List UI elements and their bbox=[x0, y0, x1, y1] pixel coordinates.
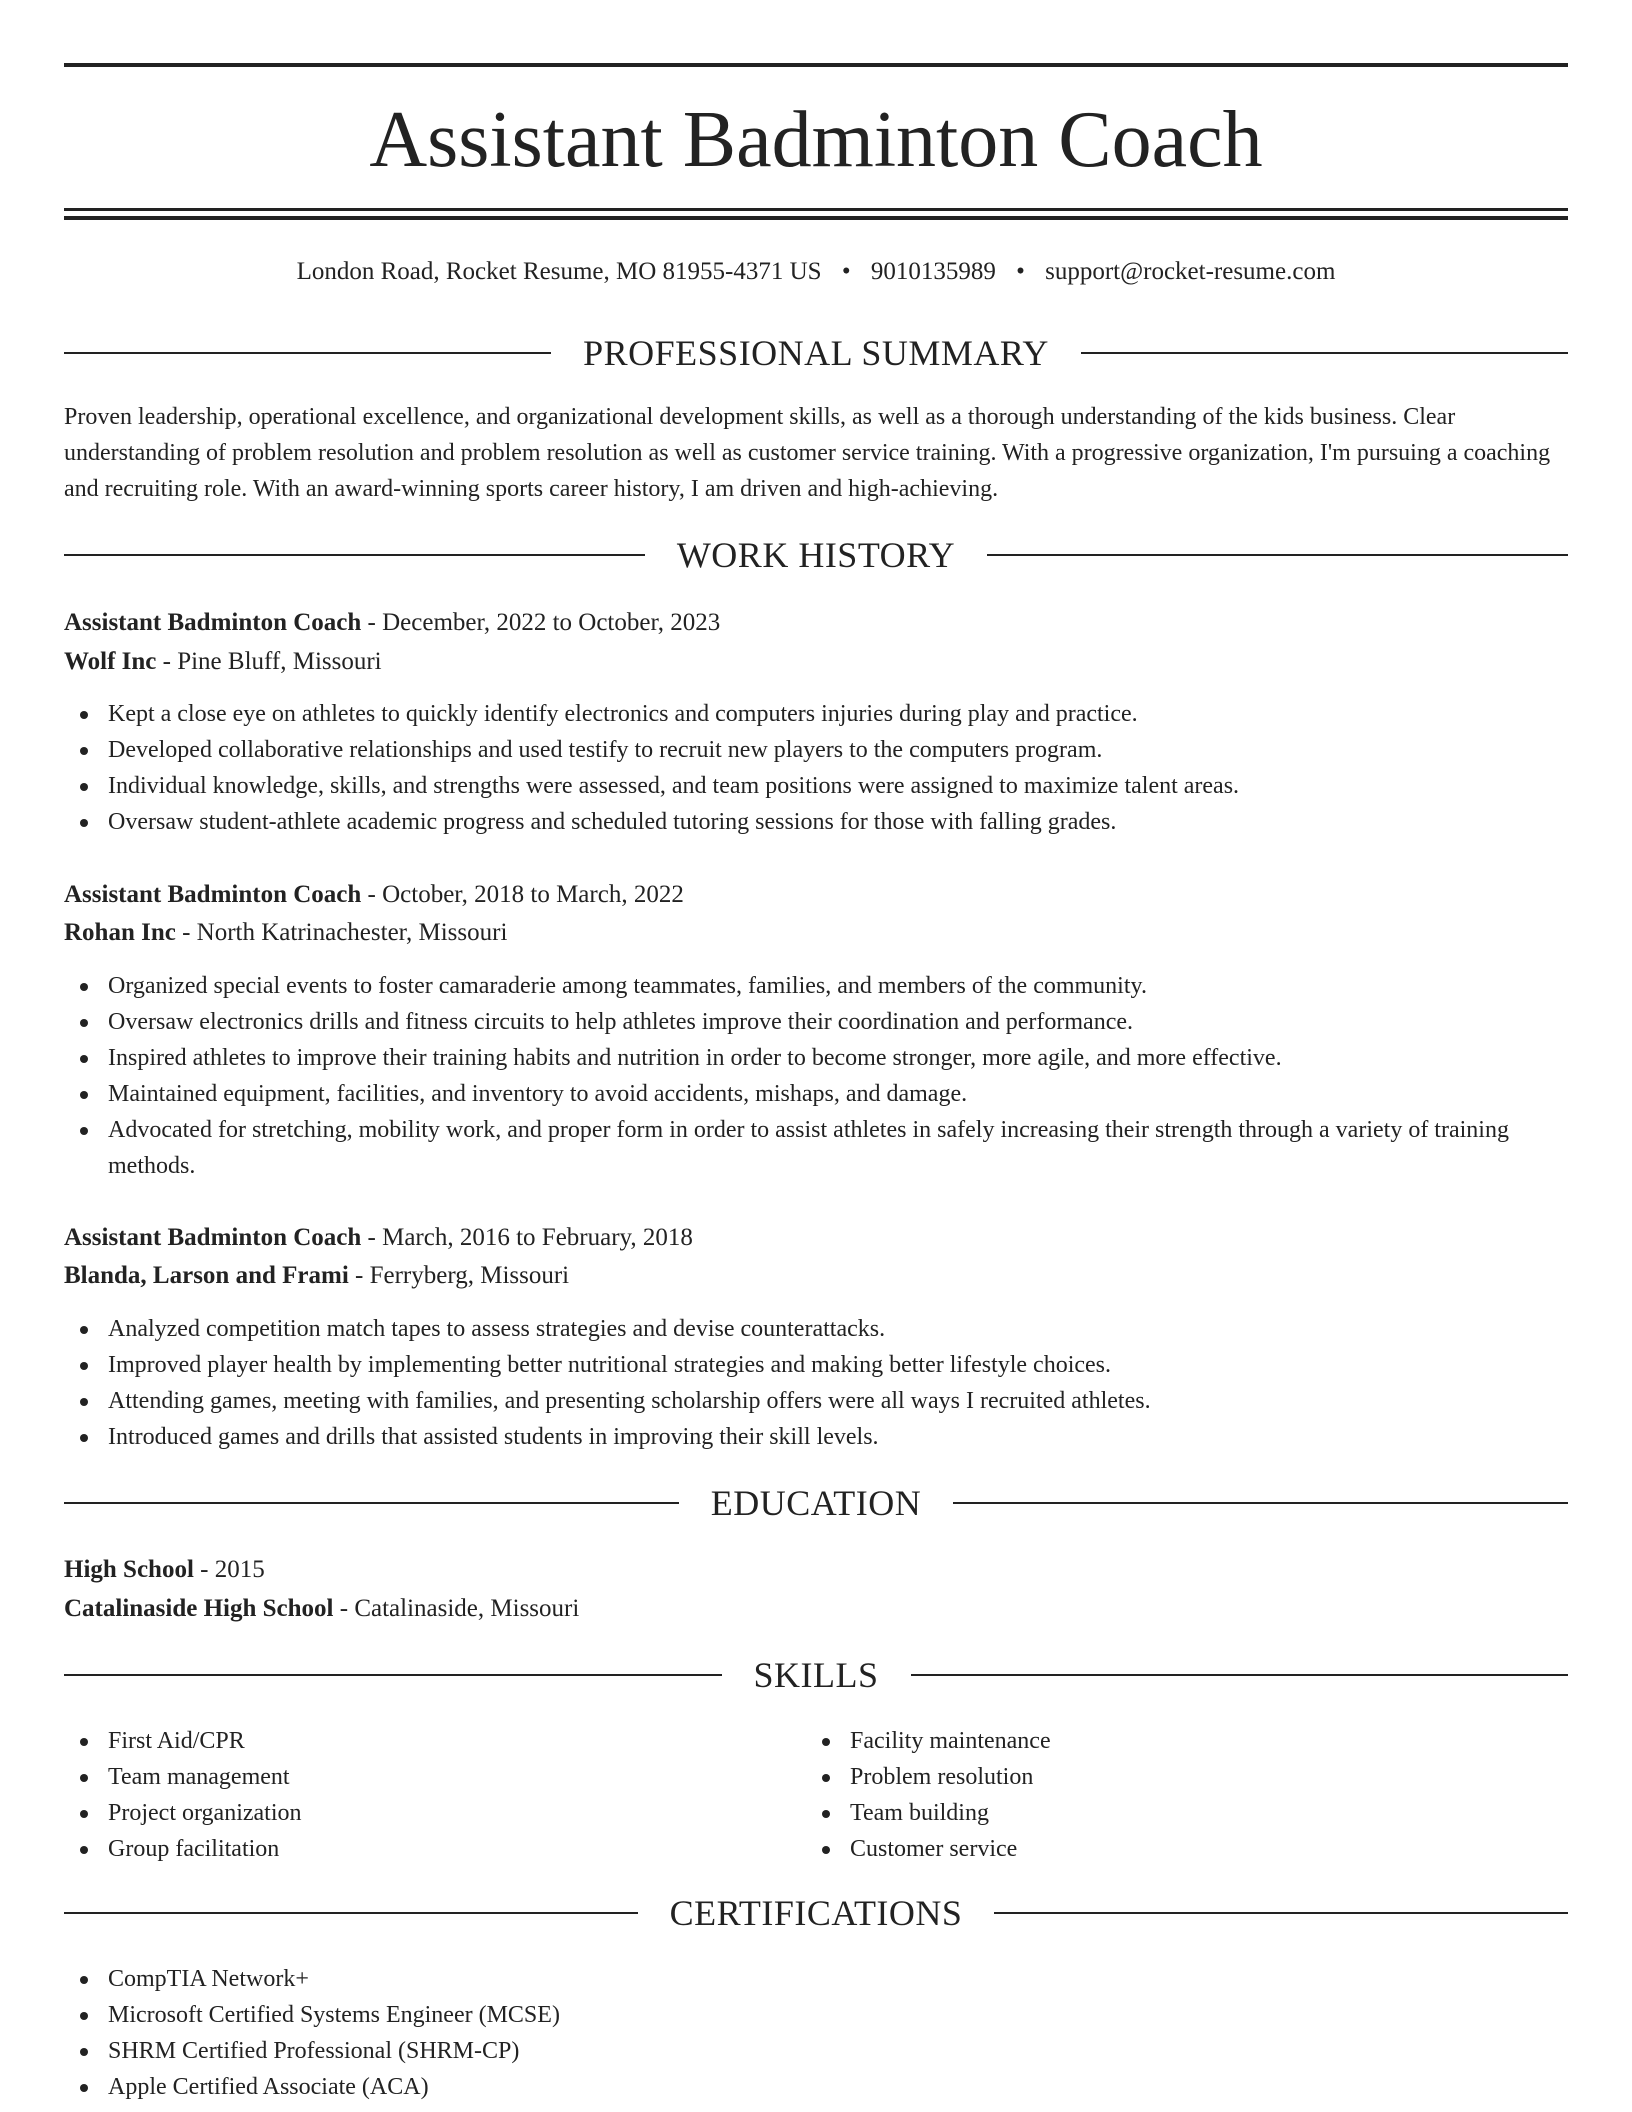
list-item: Organized special events to foster camaraderie among teammates, families, and members of the community. bbox=[64, 968, 1568, 1004]
list-item: CompTIA Network+ bbox=[64, 1961, 1568, 1997]
list-item: Introduced games and drills that assisted students in improving their skill levels. bbox=[64, 1419, 1568, 1455]
job-dates: - December, 2022 to October, 2023 bbox=[361, 609, 721, 636]
list-item: Developed collaborative relationships and used testify to recruit new players to the computers program. bbox=[64, 732, 1568, 768]
list-item: Problem resolution bbox=[806, 1759, 1632, 1795]
contact-phone: 9010135989 bbox=[870, 258, 996, 285]
heading-rule bbox=[953, 1502, 1568, 1504]
heading-rule bbox=[64, 1674, 722, 1676]
job-company-line bbox=[64, 914, 1568, 952]
list-item: Advocated for stretching, mobility work, and proper form in order to assist athletes in safely increasing their strength through a variety of training methods. bbox=[64, 1112, 1568, 1184]
title-rule-lower bbox=[64, 216, 1568, 220]
list-item: Attending games, meeting with families, and presenting scholarship offers were all ways I recruited athletes. bbox=[64, 1383, 1568, 1419]
summary-text: Proven leadership, operational excellence, and organizational development skills, as well as a thorough understanding of the kids business. Clear understanding of problem resolution and problem resolution as well as customer service training. With a progressive organization, I'm pursuing a coaching and recruiting role. With an award-winning sports career history, I am driven and high-achieving. bbox=[64, 404, 1551, 502]
job-dates: - March, 2016 to February, 2018 bbox=[361, 1224, 693, 1251]
resume-title: Assistant Badminton Coach bbox=[369, 96, 1263, 184]
job-location: - Ferryberg, Missouri bbox=[348, 1262, 570, 1289]
job-location: - North Katrinachester, Missouri bbox=[175, 919, 508, 946]
list-item: Team management bbox=[64, 1759, 1568, 1795]
list-item: Customer service bbox=[806, 1831, 1632, 1867]
section-heading-label: PROFESSIONAL SUMMARY bbox=[583, 333, 1049, 373]
list-item: Maintained equipment, facilities, and inventory to avoid accidents, mishaps, and damage. bbox=[64, 1076, 1568, 1112]
contact-address: London Road, Rocket Resume, MO 81955-4371 US bbox=[296, 258, 822, 285]
job-title-line bbox=[64, 876, 1568, 914]
heading-rule bbox=[987, 554, 1568, 556]
heading-rule bbox=[911, 1674, 1569, 1676]
list-item: Analyzed competition match tapes to assess strategies and devise counterattacks. bbox=[64, 1311, 1568, 1347]
list-item: Individual knowledge, skills, and strengths were assessed, and team positions were assigned to maximize talent areas. bbox=[64, 768, 1568, 804]
education-degree: High School bbox=[64, 1556, 194, 1583]
education-school: Catalinaside High School bbox=[64, 1595, 334, 1622]
skills-list-right bbox=[806, 1723, 1632, 1867]
list-item: First Aid/CPR bbox=[64, 1723, 1568, 1759]
job-dates: - October, 2018 to March, 2022 bbox=[361, 881, 684, 908]
section-heading-label: SKILLS bbox=[753, 1655, 879, 1695]
list-item: Facility maintenance bbox=[806, 1723, 1632, 1759]
job-bullets bbox=[64, 1311, 1568, 1455]
heading-rule bbox=[64, 1912, 638, 1914]
job-company: Blanda, Larson and Frami bbox=[64, 1262, 349, 1289]
list-item: SHRM Certified Professional (SHRM-CP) bbox=[64, 2033, 1568, 2069]
section-heading-work bbox=[64, 533, 1568, 577]
section-heading-certifications bbox=[64, 1891, 1568, 1935]
list-item: Oversaw student-athlete academic progress and scheduled tutoring sessions for those with falling grades. bbox=[64, 804, 1568, 840]
job-bullets bbox=[64, 968, 1568, 1184]
title-rule-upper bbox=[64, 208, 1568, 211]
heading-rule bbox=[64, 554, 645, 556]
list-item: Improved player health by implementing better nutritional strategies and making better lifestyle choices. bbox=[64, 1347, 1568, 1383]
education-location: - Catalinaside, Missouri bbox=[333, 1595, 580, 1622]
contact-line bbox=[64, 254, 1568, 290]
list-item: Inspired athletes to improve their training habits and nutrition in order to become stronger, more agile, and more effective. bbox=[64, 1040, 1568, 1076]
certifications-list bbox=[64, 1961, 1568, 2105]
section-heading-label: WORK HISTORY bbox=[676, 535, 956, 575]
heading-rule bbox=[64, 352, 551, 354]
contact-separator: • bbox=[1016, 258, 1025, 285]
job-title: Assistant Badminton Coach bbox=[64, 609, 362, 636]
section-heading-label: CERTIFICATIONS bbox=[669, 1893, 963, 1933]
list-item: Team building bbox=[806, 1795, 1632, 1831]
section-heading-education bbox=[64, 1481, 1568, 1525]
heading-rule bbox=[1081, 352, 1568, 354]
section-heading-label: EDUCATION bbox=[710, 1483, 922, 1523]
education-year: - 2015 bbox=[193, 1556, 265, 1583]
list-item: Group facilitation bbox=[64, 1831, 1568, 1867]
job-company: Rohan Inc bbox=[64, 919, 176, 946]
job-location: - Pine Bluff, Missouri bbox=[156, 648, 382, 675]
list-item: Kept a close eye on athletes to quickly identify electronics and computers injuries during play and practice. bbox=[64, 696, 1568, 732]
contact-email: support@rocket-resume.com bbox=[1045, 258, 1336, 285]
list-item: Microsoft Certified Systems Engineer (MCSE) bbox=[64, 1997, 1568, 2033]
job-company-line bbox=[64, 643, 1568, 681]
job-title-line bbox=[64, 1219, 1568, 1257]
job-title: Assistant Badminton Coach bbox=[64, 881, 362, 908]
job-company: Wolf Inc bbox=[64, 648, 157, 675]
section-heading-summary bbox=[64, 331, 1568, 375]
top-rule bbox=[64, 63, 1568, 67]
contact-separator: • bbox=[841, 258, 851, 285]
job-bullets bbox=[64, 696, 1568, 840]
job-title: Assistant Badminton Coach bbox=[64, 1224, 362, 1251]
heading-rule bbox=[64, 1502, 679, 1504]
education-school-line bbox=[64, 1590, 1568, 1628]
list-item: Apple Certified Associate (ACA) bbox=[64, 2069, 1568, 2105]
education-degree-line bbox=[64, 1551, 1568, 1589]
list-item: Project organization bbox=[64, 1795, 1568, 1831]
job-title-line bbox=[64, 604, 1568, 642]
job-company-line bbox=[64, 1257, 1568, 1295]
heading-rule bbox=[994, 1912, 1568, 1914]
list-item: Oversaw electronics drills and fitness circuits to help athletes improve their coordination and performance. bbox=[64, 1004, 1568, 1040]
section-heading-skills bbox=[64, 1653, 1568, 1697]
